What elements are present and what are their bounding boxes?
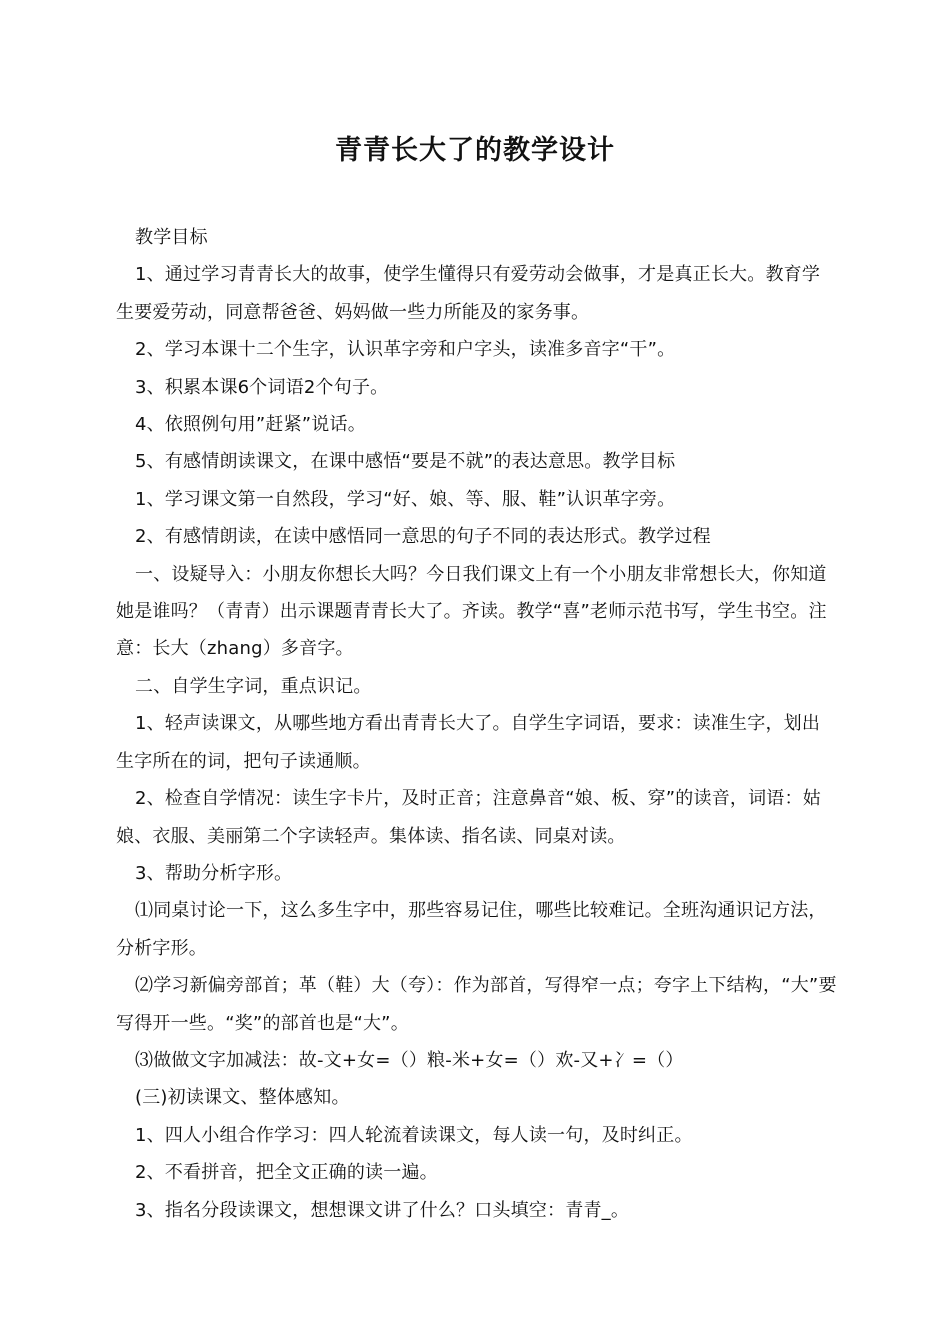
paragraph: 二、自学生字词，重点识记。 [135,675,372,697]
paragraph: ⑶做做文字加减法：故-文+女=（）粮-米+女=（）欢-又+冫=（） [135,1049,684,1071]
paragraph: 3、帮助分析字形。 [135,862,293,884]
paragraph: 1、通过学习青青长大的故事，使学生懂得只有爱劳动会做事，才是真正长大。教育学生要爱劳动，同意帮爸爸、妈妈做一些力所能及的家务事。 [116,264,821,323]
paragraph: 2、不看拼音，把全文正确的读一遍。 [135,1162,438,1184]
paragraph: 1、轻声读课文，从哪些地方看出青青长大了。自学生字词语，要求：读准生字，划出生字所在的词，把句子读通顺。 [116,713,821,772]
paragraph: 3、指名分段读课文，想想课文讲了什么？口头填空：青青_。 [135,1199,630,1221]
paragraph: 一、设疑导入：小朋友你想长大吗？今日我们课文上有一个小朋友非常想长大，你知道她是谁吗？（青青）出示课题青青长大了。齐读。教学“喜”老师示范书写，学生书空。注意：长大（zhang）多音字。 [116,563,827,660]
paragraph: 4、依照例句用”赶紧”说话。 [135,414,366,436]
paragraph: 2、学习本课十二个生字，认识革字旁和户字头，读准多音字“干”。 [135,339,676,361]
paragraph: ⑴同桌讨论一下，这么多生字中，那些容易记住，哪些比较难记。全班沟通识记方法，分析字形。 [116,900,827,959]
paragraph: 3、积累本课6个词语2个句子。 [135,376,389,398]
paragraph: 1、学习课文第一自然段，学习“好、娘、等、服、鞋”认识革字旁。 [135,488,676,510]
paragraph: 5、有感情朗读课文，在课中感悟“要是不就”的表达意思。教学目标 [135,451,676,473]
paragraph: (三)初读课文、整体感知。 [135,1087,350,1109]
paragraph: 教学目标 [135,227,208,248]
document-body [116,219,838,1229]
document-title: 青青长大了的教学设计 [335,135,615,166]
paragraph: 2、检查自学情况：读生字卡片，及时正音；注意鼻音“娘、板、穿”的读音，词语：姑娘、衣服、美丽第二个字读轻声。集体读、指名读、同桌对读。 [116,788,821,847]
paragraph: ⑵学习新偏旁部首；革（鞋）大（夸）：作为部首，写得窄一点；夸字上下结构，“大”要写得开一些。“奖”的部首也是“大”。 [116,975,837,1034]
paragraph: 2、有感情朗读，在读中感悟同一意思的句子不同的表达形式。教学过程 [135,526,711,548]
paragraph: 1、四人小组合作学习：四人轮流着读课文，每人读一句，及时纠正。 [135,1124,693,1146]
